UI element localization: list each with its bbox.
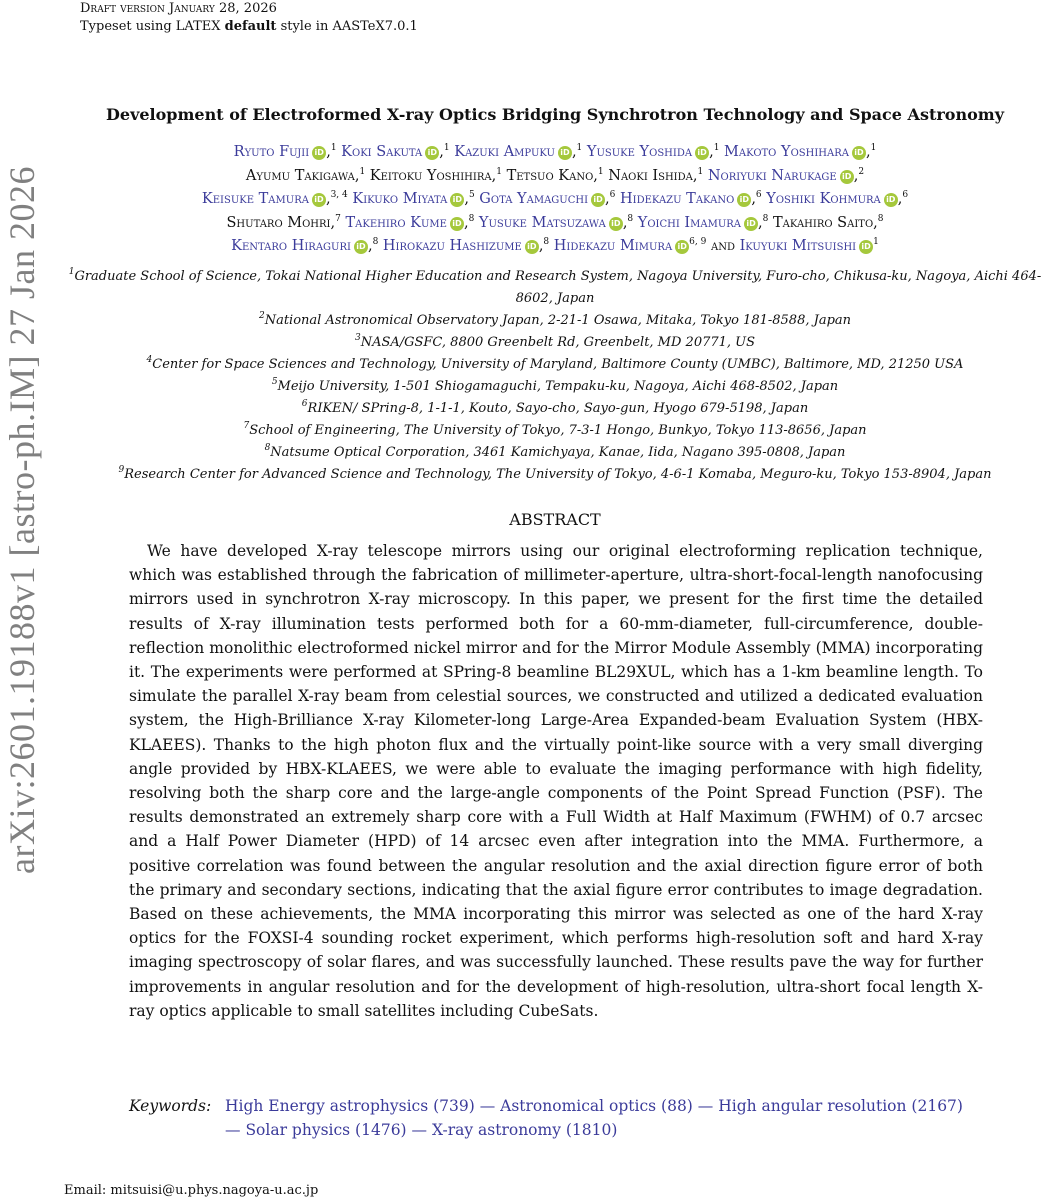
author-name[interactable]: Ikuyuki Mitsuishi: [739, 238, 857, 254]
abstract-text: We have developed X-ray telescope mirrors using our original electroforming replication technique, which was established through the fabrication of millimeter-aperture, ultra-short-focal-length nanofocusing mirrors used in synchrotron X-ray microscopy. In this paper, we present for the first time the detailed results of X-ray illumination tests performed both for a 60-mm-diameter, full-circumference, double-reflection monolithic electroformed nickel mirror and for the Mirror Module Assembly (MMA) incorporating it. The experiments were performed at SPring-8 beamline BL29XUL, which has a 1-km beamline length. To simulate the parallel X-ray beam from celestial sources, we constructed and utilized a dedicated evaluation system, the High-Brilliance X-ray Kilometer-long Large-Area Expanded-beam Evaluation System (HBX-KLAEES). Thanks to the high photon flux and the virtually point-like source with a very small diverging angle provided by HBX-KLAEES, we were able to evaluate the imaging performance with high fidelity, resolving both the sharp core and the large-angle components of the Point Spread Function (PSF). The results demonstrated an extremely sharp core with a Full Width at Half Maximum (FWHM) of 0.7 arcsec and a Half Power Diameter (HPD) of 14 arcsec even after integration into the MMA. Furthermore, a positive correlation was found between the angular resolution and the axial direction figure error of both the primary and secondary sections, indicating that the axial figure error contributes to image degradation. Based on these achievements, the MMA incorporating this mirror was selected as one of the hard X-ray optics for the FOXSI-4 sounding rocket experiment, which performs high-resolution soft and hard X-ray imaging spectroscopy of solar flares, and was successfully launched. These results pave the way for further improvements in angular resolution and for the development of high-resolution, ultra-short focal length X-ray optics applicable to small satellites including CubeSats.: [129, 542, 983, 1020]
author-name: Ayumu Takigawa: [245, 167, 355, 184]
author-affiliation-number: 8: [762, 213, 769, 224]
typeset-suffix: style in AASTeX7.0.1: [276, 19, 418, 34]
keyword-separator: —: [692, 1097, 719, 1115]
affiliation-number: 8: [264, 443, 271, 453]
author-name[interactable]: Hidekazu Takano: [619, 191, 735, 207]
author-entry[interactable]: Kentaro Hiraguri iD ,$^8$: [231, 237, 379, 254]
affiliation-number: 4: [146, 355, 153, 365]
author-entry[interactable]: Ryuto Fujii iD ,$^1$: [233, 143, 337, 160]
orcid-icon[interactable]: iD: [859, 240, 873, 254]
author-entry[interactable]: Kikuko Miyata iD ,$^5$: [352, 190, 475, 207]
author-name: Takahiro Saito: [772, 214, 874, 231]
author-name[interactable]: Makoto Yoshihara: [724, 144, 849, 160]
author-affiliation-number: 1: [597, 166, 604, 177]
author-affiliation-number: 6, 9: [689, 237, 707, 247]
author-name[interactable]: Yusuke Yoshida: [586, 144, 693, 160]
author-affiliation-number: 1: [496, 166, 502, 177]
author-affiliation-number: 6: [755, 190, 762, 200]
affiliation-text: School of Engineering, The University of Tokyo, 7-3-1 Hongo, Bunkyo, Tokyo 113-8656, Japan: [249, 423, 867, 438]
author-entry[interactable]: Yoshiki Kohmura iD ,$^6$: [766, 190, 909, 207]
author-entry: Tetsuo Kano,$^1$: [506, 166, 604, 184]
affiliation-text: NASA/GSFC, 8800 Greenbelt Rd, Greenbelt, MD 20771, US: [360, 335, 756, 350]
author-affiliation-number: 6: [609, 190, 616, 200]
author-name[interactable]: Ryuto Fujii: [233, 144, 310, 160]
author-entry[interactable]: Koki Sakuta iD ,$^1$: [341, 143, 450, 160]
author-affiliation-number: 1: [873, 237, 879, 247]
author-affiliation-number: 1: [576, 143, 583, 153]
typeset-line: [80, 18, 418, 36]
orcid-icon[interactable]: iD: [450, 217, 464, 231]
author-name[interactable]: Yoichi Imamura: [637, 214, 742, 231]
orcid-icon[interactable]: iD: [744, 217, 758, 231]
author-name[interactable]: Noriyuki Narukage: [707, 167, 837, 184]
author-affiliation-number: 1: [359, 166, 366, 177]
keyword-separator: —: [225, 1121, 246, 1139]
author-name[interactable]: Kikuko Miyata: [352, 191, 448, 207]
orcid-icon[interactable]: iD: [737, 193, 751, 207]
affiliation-text: Natsume Optical Corporation, 3461 Kamichyaya, Kanae, Iida, Nagano 395-0808, Japan: [270, 445, 846, 460]
keywords-label: Keywords:: [129, 1097, 212, 1115]
arxiv-watermark: arXiv:2601.19188v1 [astro-ph.IM] 27 Jan 2026: [2, 166, 42, 874]
orcid-icon[interactable]: iD: [852, 146, 866, 160]
author-entry[interactable]: Noriyuki Narukage iD ,$^2$: [707, 166, 865, 184]
orcid-icon[interactable]: iD: [354, 240, 368, 254]
author-list: [60, 141, 1048, 259]
keywords: [129, 1094, 983, 1142]
author-affiliation-number: 5: [468, 190, 475, 200]
affiliation: [60, 310, 1048, 332]
affiliation-text: National Astronomical Observatory Japan, 2-21-1 Osawa, Mitaka, Tokyo 181-8588, Japan: [264, 313, 852, 328]
affiliation-number: 5: [271, 377, 278, 387]
author-name[interactable]: Kazuki Ampuku: [454, 144, 555, 160]
orcid-icon[interactable]: iD: [425, 146, 439, 160]
affiliation-number: 3: [354, 333, 361, 343]
author-entry[interactable]: [740, 238, 879, 254]
author-affiliation-number: 6: [902, 190, 909, 200]
orcid-icon[interactable]: iD: [312, 193, 326, 207]
author-name: Naoki Ishida: [608, 167, 693, 184]
email-footnote: Email: mitsuisi@u.phys.nagoya-u.ac.jp: [64, 1183, 319, 1198]
affiliation-number: 2: [258, 311, 265, 321]
author-affiliation-number: 7: [335, 213, 341, 224]
author-entry: Shutaro Mohri,$^7$: [226, 213, 341, 231]
author-name[interactable]: Keisuke Tamura: [201, 191, 309, 207]
author-affiliation-number: 2: [858, 166, 865, 177]
orcid-icon[interactable]: iD: [884, 193, 898, 207]
affiliation-text: RIKEN/ SPring-8, 1-1-1, Kouto, Sayo-cho, Sayo-gun, Hyogo 679-5198, Japan: [307, 401, 809, 416]
orcid-icon[interactable]: iD: [695, 146, 709, 160]
keyword-separator: —: [474, 1097, 501, 1115]
latex-logo: LATEX: [175, 19, 221, 34]
keyword-link[interactable]: X-ray astronomy (1810): [431, 1121, 618, 1139]
author-affiliation-number: 1: [697, 166, 704, 177]
author-name: Keitoku Yoshihira: [369, 167, 492, 184]
author-entry[interactable]: Kazuki Ampuku iD ,$^1$: [454, 143, 583, 160]
author-affiliation-number: 3, 4: [330, 190, 348, 200]
author-name[interactable]: Hirokazu Hashizume: [382, 238, 522, 254]
author-name[interactable]: Hidekazu Mimura: [553, 238, 673, 254]
affiliation: [60, 332, 1048, 354]
orcid-icon[interactable]: iD: [450, 193, 464, 207]
author-entry: Takahiro Saito,$^8$: [772, 213, 884, 231]
author-name[interactable]: Takehiro Kume: [345, 214, 447, 231]
orcid-icon[interactable]: iD: [840, 170, 854, 184]
author-affiliation-number: 1: [870, 143, 877, 153]
author-and: and: [710, 238, 740, 254]
affiliation-text: Research Center for Advanced Science and Technology, The University of Tokyo, 4-6-1 Komaba, Meguro-ku, Tokyo 153-8904, Japan: [124, 467, 992, 482]
orcid-icon[interactable]: iD: [312, 146, 326, 160]
author-entry[interactable]: Makoto Yoshihara iD ,$^1$: [724, 143, 877, 160]
author-entry[interactable]: Takehiro Kume iD ,$^8$: [345, 213, 475, 231]
author-affiliation-number: 8: [543, 237, 550, 247]
author-name[interactable]: Koki Sakuta: [341, 144, 423, 160]
author-entry[interactable]: Keisuke Tamura iD ,$^{3, 4}$: [201, 190, 348, 207]
affiliation-number: 6: [301, 399, 308, 409]
affiliation: [60, 420, 1048, 442]
paper-title: Development of Electroformed X-ray Optics Bridging Synchrotron Technology and Space Astronomy: [106, 105, 1004, 124]
affiliation: [60, 464, 1048, 486]
author-entry[interactable]: Yusuke Matsuzawa iD ,$^8$: [478, 213, 634, 231]
keyword-list: [225, 1094, 981, 1142]
author-entry[interactable]: [554, 238, 707, 254]
affiliation: [60, 398, 1048, 420]
orcid-icon[interactable]: iD: [591, 193, 605, 207]
typeset-prefix: Typeset using: [80, 19, 176, 34]
abstract-heading: ABSTRACT: [509, 510, 601, 529]
author-name[interactable]: Yoshiki Kohmura: [766, 191, 881, 207]
author-affiliation-number: 8: [372, 237, 379, 247]
affiliation-number: 7: [243, 421, 250, 431]
affiliation-number: 9: [118, 465, 125, 475]
author-name: Shutaro Mohri: [226, 214, 331, 231]
author-affiliation-number: 8: [627, 213, 634, 224]
page-header: [80, 0, 418, 36]
keyword-link[interactable]: High Energy astrophysics (739): [225, 1097, 475, 1115]
affiliation-text: Meijo University, 1-501 Shiogamaguchi, Tempaku-ku, Nagoya, Aichi 468-8502, Japan: [277, 379, 839, 394]
author-entry: Ayumu Takigawa,$^1$: [245, 166, 366, 184]
author-name[interactable]: Yusuke Matsuzawa: [478, 214, 606, 231]
affiliation-text: Graduate School of Science, Tokai National Higher Education and Research System, Nagoya University, Furo-cho, Chikusa-ku, Nagoya, Aichi 464-8602, Japan: [74, 269, 1042, 306]
affiliation: [60, 266, 1048, 310]
author-name[interactable]: Gota Yamaguchi: [479, 191, 589, 207]
author-entry: Naoki Ishida,$^1$: [608, 166, 704, 184]
affiliation: [60, 354, 1048, 376]
draft-version: Draft version January 28, 2026: [80, 1, 277, 16]
author-entry[interactable]: Hirokazu Hashizume iD ,$^8$: [382, 237, 550, 254]
author-affiliation-number: 1: [330, 143, 337, 153]
keyword-link[interactable]: High angular resolution (2167): [718, 1097, 963, 1115]
author-affiliation-number: 1: [443, 143, 450, 153]
keyword-link[interactable]: Solar physics (1476): [245, 1121, 407, 1139]
affiliation-list: [60, 266, 1048, 486]
affiliation: [60, 442, 1048, 464]
author-name: Tetsuo Kano: [506, 167, 594, 184]
orcid-icon[interactable]: iD: [558, 146, 572, 160]
author-entry[interactable]: Yoichi Imamura iD ,$^8$: [637, 213, 769, 231]
orcid-icon[interactable]: iD: [675, 240, 689, 254]
orcid-icon[interactable]: iD: [525, 240, 539, 254]
keyword-separator: —: [406, 1121, 432, 1139]
keyword-link[interactable]: Astronomical optics (88): [500, 1097, 693, 1115]
author-entry: Keitoku Yoshihira,$^1$: [369, 166, 502, 184]
typeset-style: default: [224, 19, 277, 34]
author-affiliation-number: 1: [713, 143, 720, 153]
author-entry[interactable]: Yusuke Yoshida iD ,$^1$: [586, 143, 720, 160]
affiliation-number: 1: [68, 267, 75, 277]
author-entry[interactable]: Gota Yamaguchi iD ,$^6$: [479, 190, 616, 207]
author-entry[interactable]: Hidekazu Takano iD ,$^6$: [619, 190, 762, 207]
affiliation-text: Center for Space Sciences and Technology, University of Maryland, Baltimore County (UMBC), Baltimore, MD, 21250 USA: [152, 357, 964, 372]
orcid-icon[interactable]: iD: [609, 217, 623, 231]
affiliation: [60, 376, 1048, 398]
author-name[interactable]: Kentaro Hiraguri: [231, 238, 351, 254]
author-affiliation-number: 8: [468, 213, 475, 224]
author-affiliation-number: 8: [877, 213, 884, 224]
